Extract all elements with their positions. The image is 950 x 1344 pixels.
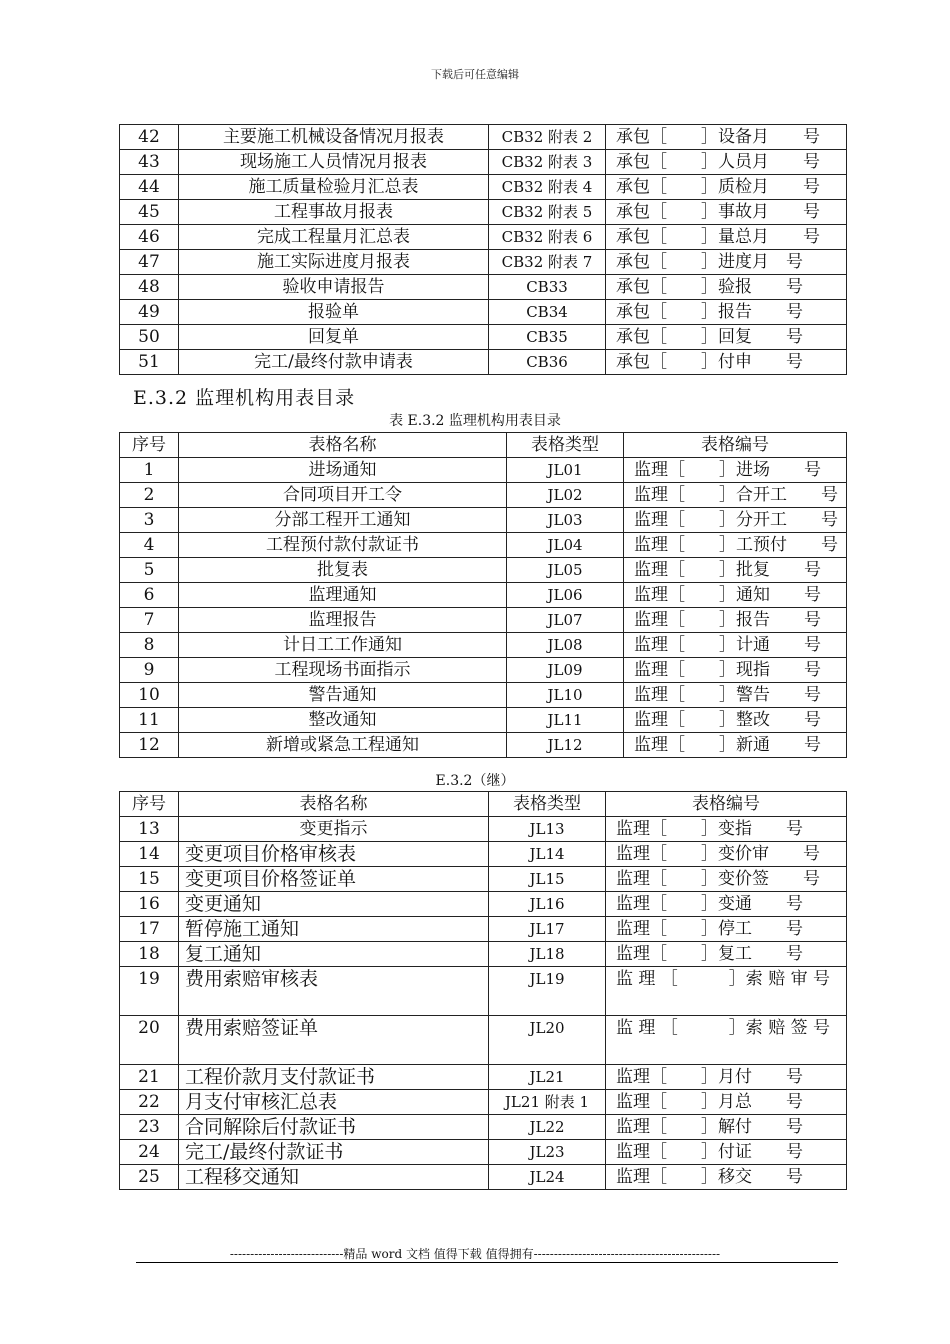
table3-caption: E.3.2（继） xyxy=(435,773,515,789)
cell-no: 16 xyxy=(120,892,179,917)
cell-no: 46 xyxy=(120,225,179,250)
cell-code: 监理［ ］进场 号 xyxy=(624,458,847,483)
cell-no: 9 xyxy=(120,658,179,683)
cell-name: 复工通知 xyxy=(179,942,489,967)
cell-code: 监理［ ］变价审 号 xyxy=(606,842,847,867)
table-row xyxy=(120,658,847,683)
cell-code: 承包［ ］事故月 号 xyxy=(606,200,847,225)
cell-code: 监理［ ］付证 号 xyxy=(606,1140,847,1165)
cell-no: 19 xyxy=(120,967,179,1016)
cell-no: 21 xyxy=(120,1065,179,1090)
cell-code: 监 理 ［ ］索 赔 签 号 xyxy=(606,1016,847,1065)
cell-code: 监理［ ］停工 号 xyxy=(606,917,847,942)
table-row xyxy=(120,867,847,892)
cell-code: 监理［ ］批复 号 xyxy=(624,558,847,583)
cell-type: JL17 xyxy=(489,917,606,942)
cell-no: 25 xyxy=(120,1165,179,1190)
table-row xyxy=(120,1065,847,1090)
header-name: 表格名称 xyxy=(179,792,489,817)
cell-type: JL14 xyxy=(489,842,606,867)
cell-code: 监理［ ］新通 号 xyxy=(624,733,847,758)
table-row xyxy=(120,892,847,917)
cell-code: 监理［ ］变通 号 xyxy=(606,892,847,917)
cell-name: 批复表 xyxy=(179,558,507,583)
page-footer: ----------------------------精品 word 文档 值得下载 值得拥有---------------------------------------------- xyxy=(229,1247,721,1261)
cell-code: 承包［ ］进度月 号 xyxy=(606,250,847,275)
cell-code: 监理［ ］分开工 号 xyxy=(624,508,847,533)
cell-no: 10 xyxy=(120,683,179,708)
cell-type: JL12 xyxy=(507,733,624,758)
cell-no: 48 xyxy=(120,275,179,300)
table-row xyxy=(120,1115,847,1140)
cell-code: 承包［ ］质检月 号 xyxy=(606,175,847,200)
cell-name: 工程现场书面指示 xyxy=(179,658,507,683)
cell-name: 计日工工作通知 xyxy=(179,633,507,658)
cell-type: JL02 xyxy=(507,483,624,508)
cell-code: 监理［ ］通知 号 xyxy=(624,583,847,608)
cell-type: JL16 xyxy=(489,892,606,917)
cell-no: 2 xyxy=(120,483,179,508)
supervision-forms-table xyxy=(119,432,847,758)
cell-name: 变更项目价格签证单 xyxy=(179,867,489,892)
cell-no: 15 xyxy=(120,867,179,892)
cell-type: CB32 附表 6 xyxy=(489,225,606,250)
cell-name: 合同解除后付款证书 xyxy=(179,1115,489,1140)
cell-no: 12 xyxy=(120,733,179,758)
cell-code: 监理［ ］移交 号 xyxy=(606,1165,847,1190)
cell-type: CB36 xyxy=(489,350,606,375)
cell-type: JL21 附表 1 xyxy=(489,1090,606,1115)
cell-type: CB35 xyxy=(489,325,606,350)
cell-type: JL07 xyxy=(507,608,624,633)
table-row xyxy=(120,325,847,350)
cell-name: 验收申请报告 xyxy=(179,275,489,300)
header-no: 序号 xyxy=(120,433,179,458)
header-type: 表格类型 xyxy=(507,433,624,458)
cell-type: JL24 xyxy=(489,1165,606,1190)
table-row xyxy=(120,200,847,225)
table-row xyxy=(120,733,847,758)
cell-type: JL06 xyxy=(507,583,624,608)
table-row xyxy=(120,683,847,708)
header-name: 表格名称 xyxy=(179,433,507,458)
contractor-forms-table-continued xyxy=(119,124,847,375)
cell-name: 进场通知 xyxy=(179,458,507,483)
table-row xyxy=(120,300,847,325)
table-row xyxy=(120,1090,847,1115)
table-row xyxy=(120,558,847,583)
cell-no: 3 xyxy=(120,508,179,533)
cell-no: 1 xyxy=(120,458,179,483)
cell-type: JL15 xyxy=(489,867,606,892)
cell-code: 监 理 ［ ］索 赔 审 号 xyxy=(606,967,847,1016)
cell-code: 监理［ ］工预付 号 xyxy=(624,533,847,558)
header-type: 表格类型 xyxy=(489,792,606,817)
table-row xyxy=(120,817,847,842)
table2-caption: 表 E.3.2 监理机构用表目录 xyxy=(389,413,561,429)
cell-name: 变更指示 xyxy=(179,817,489,842)
cell-name: 现场施工人员情况月报表 xyxy=(179,150,489,175)
header-code: 表格编号 xyxy=(624,433,847,458)
table-row xyxy=(120,942,847,967)
cell-name: 费用索赔签证单 xyxy=(179,1016,489,1065)
cell-name: 回复单 xyxy=(179,325,489,350)
cell-name: 合同项目开工令 xyxy=(179,483,507,508)
footer-rule xyxy=(136,1262,838,1263)
table-row xyxy=(120,917,847,942)
cell-name: 变更项目价格审核表 xyxy=(179,842,489,867)
cell-code: 监理［ ］整改 号 xyxy=(624,708,847,733)
table-row xyxy=(120,150,847,175)
cell-no: 20 xyxy=(120,1016,179,1065)
cell-type: JL10 xyxy=(507,683,624,708)
cell-code: 承包［ ］人员月 号 xyxy=(606,150,847,175)
table-row xyxy=(120,350,847,375)
cell-no: 4 xyxy=(120,533,179,558)
cell-no: 17 xyxy=(120,917,179,942)
cell-no: 50 xyxy=(120,325,179,350)
cell-code: 监理［ ］计通 号 xyxy=(624,633,847,658)
cell-code: 承包［ ］验报 号 xyxy=(606,275,847,300)
cell-no: 45 xyxy=(120,200,179,225)
cell-type: JL18 xyxy=(489,942,606,967)
cell-no: 5 xyxy=(120,558,179,583)
supervision-forms-table-continued xyxy=(119,791,847,1190)
cell-no: 43 xyxy=(120,150,179,175)
cell-code: 承包［ ］报告 号 xyxy=(606,300,847,325)
cell-no: 23 xyxy=(120,1115,179,1140)
cell-code: 承包［ ］回复 号 xyxy=(606,325,847,350)
header-code: 表格编号 xyxy=(606,792,847,817)
table-row xyxy=(120,1165,847,1190)
cell-name: 警告通知 xyxy=(179,683,507,708)
cell-code: 监理［ ］复工 号 xyxy=(606,942,847,967)
cell-code: 监理［ ］警告 号 xyxy=(624,683,847,708)
cell-code: 监理［ ］月付 号 xyxy=(606,1065,847,1090)
cell-name: 监理报告 xyxy=(179,608,507,633)
table-row xyxy=(120,483,847,508)
cell-no: 13 xyxy=(120,817,179,842)
cell-name: 工程移交通知 xyxy=(179,1165,489,1190)
cell-no: 24 xyxy=(120,1140,179,1165)
table-header-row xyxy=(120,433,847,458)
table-row xyxy=(120,967,847,1016)
table-row xyxy=(120,250,847,275)
cell-name: 分部工程开工通知 xyxy=(179,508,507,533)
cell-type: JL01 xyxy=(507,458,624,483)
cell-name: 月支付审核汇总表 xyxy=(179,1090,489,1115)
section-heading: E.3.2 监理机构用表目录 xyxy=(133,387,356,409)
cell-type: JL09 xyxy=(507,658,624,683)
cell-type: CB32 附表 4 xyxy=(489,175,606,200)
cell-type: JL05 xyxy=(507,558,624,583)
cell-code: 监理［ ］解付 号 xyxy=(606,1115,847,1140)
cell-type: JL08 xyxy=(507,633,624,658)
cell-no: 18 xyxy=(120,942,179,967)
cell-name: 施工质量检验月汇总表 xyxy=(179,175,489,200)
cell-no: 6 xyxy=(120,583,179,608)
cell-code: 监理［ ］变指 号 xyxy=(606,817,847,842)
cell-code: 监理［ ］报告 号 xyxy=(624,608,847,633)
cell-type: CB32 附表 2 xyxy=(489,125,606,150)
cell-type: JL20 xyxy=(489,1016,606,1065)
cell-name: 施工实际进度月报表 xyxy=(179,250,489,275)
table-row xyxy=(120,225,847,250)
header-no: 序号 xyxy=(120,792,179,817)
cell-name: 监理通知 xyxy=(179,583,507,608)
table-row xyxy=(120,125,847,150)
table-row xyxy=(120,608,847,633)
cell-type: CB32 附表 5 xyxy=(489,200,606,225)
cell-code: 监理［ ］变价签 号 xyxy=(606,867,847,892)
cell-name: 完成工程量月汇总表 xyxy=(179,225,489,250)
cell-no: 22 xyxy=(120,1090,179,1115)
cell-no: 42 xyxy=(120,125,179,150)
cell-type: JL21 xyxy=(489,1065,606,1090)
table-row xyxy=(120,1016,847,1065)
cell-no: 49 xyxy=(120,300,179,325)
table-row xyxy=(120,842,847,867)
cell-name: 整改通知 xyxy=(179,708,507,733)
table-row xyxy=(120,508,847,533)
table-row xyxy=(120,275,847,300)
cell-no: 51 xyxy=(120,350,179,375)
table-row xyxy=(120,175,847,200)
cell-name: 变更通知 xyxy=(179,892,489,917)
cell-type: JL04 xyxy=(507,533,624,558)
cell-type: JL19 xyxy=(489,967,606,1016)
cell-type: JL11 xyxy=(507,708,624,733)
cell-name: 主要施工机械设备情况月报表 xyxy=(179,125,489,150)
cell-no: 8 xyxy=(120,633,179,658)
cell-no: 7 xyxy=(120,608,179,633)
cell-name: 工程价款月支付款证书 xyxy=(179,1065,489,1090)
cell-no: 11 xyxy=(120,708,179,733)
cell-type: JL23 xyxy=(489,1140,606,1165)
cell-code: 监理［ ］月总 号 xyxy=(606,1090,847,1115)
cell-type: CB34 xyxy=(489,300,606,325)
cell-no: 14 xyxy=(120,842,179,867)
cell-type: JL03 xyxy=(507,508,624,533)
cell-name: 新增或紧急工程通知 xyxy=(179,733,507,758)
table-row xyxy=(120,583,847,608)
cell-code: 承包［ ］量总月 号 xyxy=(606,225,847,250)
cell-type: CB32 附表 7 xyxy=(489,250,606,275)
table-header-row xyxy=(120,792,847,817)
cell-code: 监理［ ］现指 号 xyxy=(624,658,847,683)
cell-name: 工程事故月报表 xyxy=(179,200,489,225)
table-row xyxy=(120,533,847,558)
cell-type: JL13 xyxy=(489,817,606,842)
table-row xyxy=(120,458,847,483)
cell-no: 47 xyxy=(120,250,179,275)
cell-name: 暂停施工通知 xyxy=(179,917,489,942)
cell-name: 费用索赔审核表 xyxy=(179,967,489,1016)
cell-name: 完工/最终付款证书 xyxy=(179,1140,489,1165)
cell-name: 工程预付款付款证书 xyxy=(179,533,507,558)
cell-code: 监理［ ］合开工 号 xyxy=(624,483,847,508)
table-row xyxy=(120,1140,847,1165)
cell-name: 报验单 xyxy=(179,300,489,325)
table-row xyxy=(120,633,847,658)
cell-no: 44 xyxy=(120,175,179,200)
cell-name: 完工/最终付款申请表 xyxy=(179,350,489,375)
cell-code: 承包［ ］付申 号 xyxy=(606,350,847,375)
cell-type: JL22 xyxy=(489,1115,606,1140)
cell-type: CB32 附表 3 xyxy=(489,150,606,175)
page-top-note: 下载后可任意编辑 xyxy=(431,68,519,81)
cell-type: CB33 xyxy=(489,275,606,300)
table-row xyxy=(120,708,847,733)
cell-code: 承包［ ］设备月 号 xyxy=(606,125,847,150)
